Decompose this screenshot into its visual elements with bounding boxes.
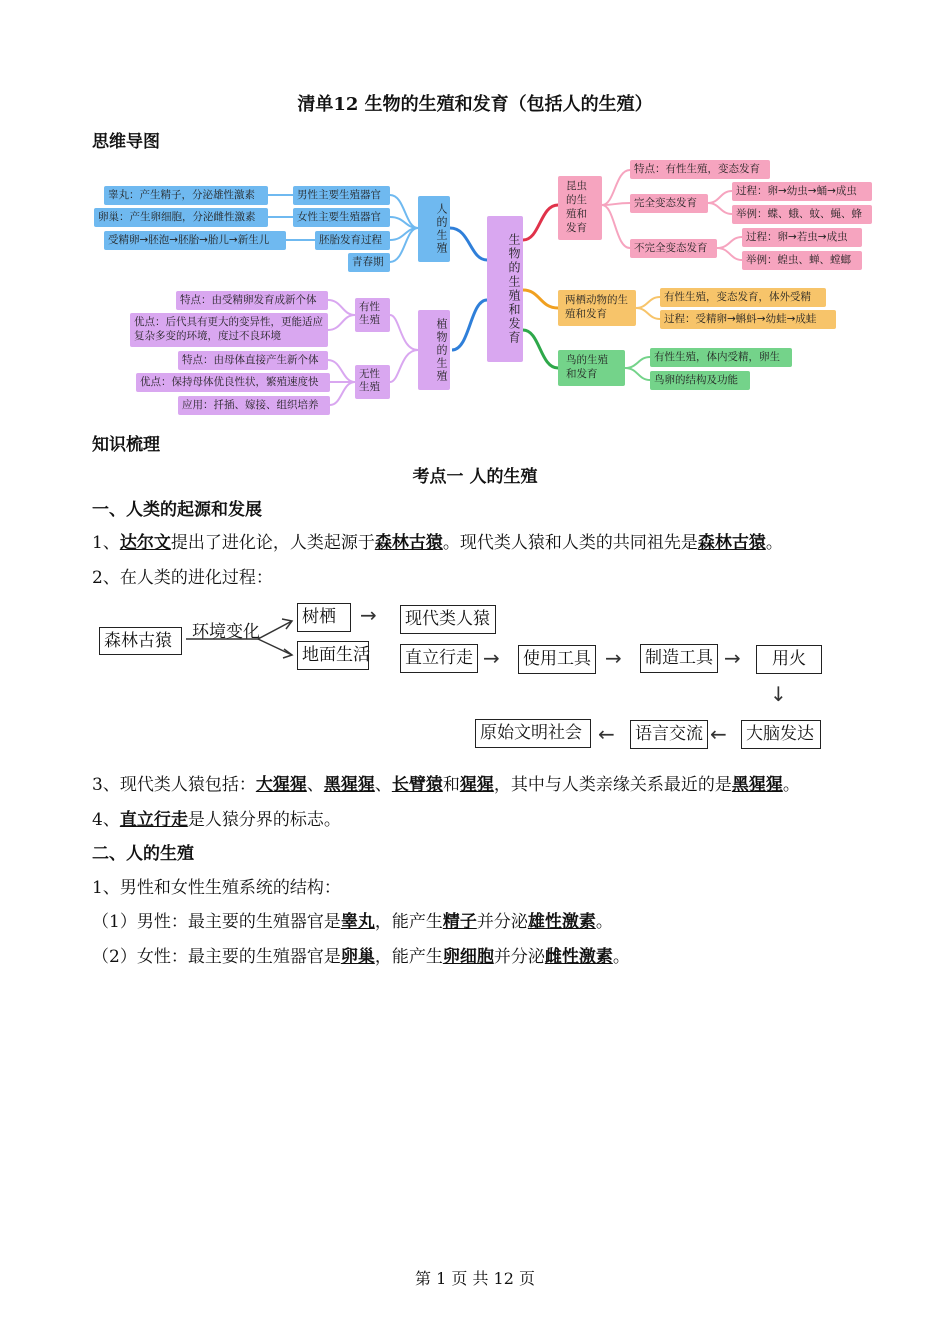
mindmap-incomplete-process: 过程：卵→若虫→成虫 [742, 228, 862, 247]
arrow-right-icon: → [483, 646, 500, 670]
mindmap-asexual-application: 应用：扦插、嫁接、组织培养 [178, 396, 330, 415]
flow-modern-ape: 现代类人猿 [400, 605, 496, 634]
flow-language: 语言交流 [630, 720, 708, 749]
mindmap-incomplete-example: 举例：蝗虫、蝉、螳螂 [742, 251, 862, 270]
arrow-right-icon: → [360, 603, 377, 627]
flow-tree-dwelling: 树栖 [297, 603, 351, 632]
mindmap-plant-node: 植物的生殖 [418, 310, 450, 390]
mindmap-amphibian-feature: 有性生殖，变态发育，体外受精 [660, 288, 826, 307]
flow-fire-use: 用火 [756, 645, 822, 674]
mindmap-male-detail: 睾丸：产生精子，分泌雄性激素 [104, 186, 268, 205]
mindmap-bird-egg: 鸟卵的结构及功能 [650, 371, 750, 390]
sec1-paragraph-1: 1、达尔文提出了进化论，人类起源于森林古猿。现代类人猿和人类的共同祖先是森林古猿。 [92, 533, 783, 553]
section-mindmap-heading: 思维导图 [92, 132, 160, 152]
sec1-paragraph-4: 4、直立行走是人猿分界的标志。 [92, 810, 341, 830]
answer-forest-ape: 森林古猿 [374, 533, 443, 553]
sec1-heading: 一、人类的起源和发展 [92, 500, 262, 520]
mindmap-plant-asexual: 无性生殖 [355, 365, 390, 399]
mindmap-human-node: 人的生殖 [418, 196, 450, 262]
mindmap-embryo: 胚胎发育过程 [315, 231, 390, 250]
mindmap-male-organ: 男性主要生殖器官 [293, 186, 390, 205]
kaodian-heading: 考点一 人的生殖 [412, 467, 538, 487]
sec2-paragraph-1: 1、男性和女性生殖系统的结构： [92, 878, 341, 898]
mindmap-embryo-detail: 受精卵→胚泡→胚胎→胎儿→新生儿 [104, 231, 286, 250]
flow-tool-making: 制造工具 [640, 644, 718, 673]
sec2-paragraph-female: （2）女性：最主要的生殖器官是卵巢，能产生卵细胞并分泌雌性激素。 [92, 947, 630, 967]
mindmap-complete-process: 过程：卵→幼虫→蛹→成虫 [732, 182, 872, 201]
answer-common-ancestor: 森林古猿 [697, 533, 766, 553]
mindmap-insect-feature: 特点：有性生殖，变态发育 [630, 160, 770, 179]
mindmap-sexual-advantage: 优点：后代具有更大的变异性，更能适应复杂多变的环境，度过不良环境 [130, 313, 328, 347]
mindmap-bird-feature: 有性生殖，体内受精，卵生 [650, 348, 792, 367]
mindmap-amphibian-node: 两栖动物的生殖和发育 [558, 290, 636, 326]
arrow-right-icon: → [724, 646, 741, 670]
mindmap-bird-node: 鸟的生殖和发育 [558, 350, 625, 386]
mindmap-asexual-feature: 特点：由母体直接产生新个体 [178, 351, 328, 370]
mindmap-plant-sexual: 有性生殖 [355, 298, 390, 332]
mindmap-puberty: 青春期 [348, 253, 390, 272]
flow-brain-development: 大脑发达 [741, 720, 821, 749]
arrow-left-icon: ← [598, 722, 615, 746]
page-title: 清单12 生物的生殖和发育（包括人的生殖） [297, 94, 653, 115]
arrow-left-icon: ← [710, 722, 727, 746]
mindmap-female-organ: 女性主要生殖器官 [293, 208, 390, 227]
answer-darwin: 达尔文 [119, 533, 171, 553]
page-footer: 第 1 页 共 12 页 [415, 1269, 535, 1288]
mindmap-amphibian-process: 过程：受精卵→蝌蚪→幼蛙→成蛙 [660, 310, 836, 329]
flow-forest-ape: 森林古猿 [99, 627, 182, 655]
sec1-paragraph-2: 2、在人类的进化过程： [92, 568, 273, 588]
flow-ground-living: 地面生活 [297, 641, 369, 670]
sec2-paragraph-male: （1）男性：最主要的生殖器官是睾丸，能产生精子并分泌雄性激素。 [92, 912, 613, 932]
mindmap-complete-metamorphosis: 完全变态发育 [630, 194, 708, 213]
mindmap-center: 生物的生殖和发育 [487, 216, 523, 362]
flow-upright-walking: 直立行走 [400, 644, 478, 673]
arrow-right-icon: → [605, 646, 622, 670]
section-knowledge-heading: 知识梳理 [92, 435, 160, 455]
mindmap-female-detail: 卵巢：产生卵细胞，分泌雌性激素 [94, 208, 268, 227]
sec1-paragraph-3: 3、现代类人猿包括：大猩猩、黑猩猩、长臂猿和猩猩，其中与人类亲缘关系最近的是黑猩猩。 [92, 775, 800, 795]
mindmap-asexual-advantage: 优点：保持母体优良性状，繁殖速度快 [136, 373, 330, 392]
sec2-heading: 二、人的生殖 [92, 844, 194, 864]
mindmap-insect-node: 昆虫的生殖和发育 [558, 176, 602, 240]
flow-tool-use: 使用工具 [518, 645, 596, 674]
mindmap-complete-example: 举例：蝶、蛾、蚊、蝇、蜂 [732, 205, 872, 224]
mindmap-sexual-feature: 特点：由受精卵发育成新个体 [176, 291, 328, 310]
mindmap-incomplete-metamorphosis: 不完全变态发育 [630, 239, 717, 258]
flow-environment-change: 环境变化 [192, 622, 260, 642]
arrow-down-icon: ↓ [770, 682, 787, 706]
flow-primitive-society: 原始文明社会 [475, 719, 591, 748]
